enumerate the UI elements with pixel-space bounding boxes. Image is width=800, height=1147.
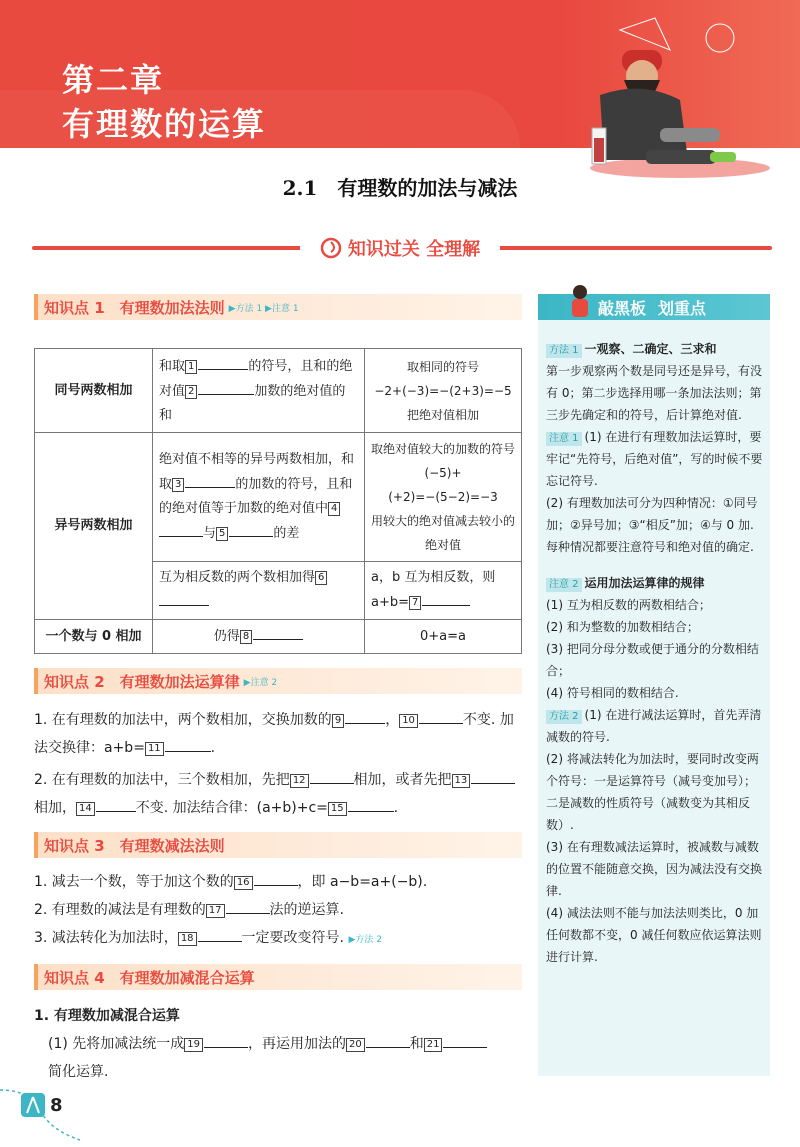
blank-line[interactable]: [226, 898, 270, 914]
page-number: [20, 1092, 63, 1118]
example-note-bottom: 用较大的绝对值减去较小的绝对值: [371, 514, 516, 552]
kp3-item-2: [34, 896, 524, 924]
kp2-title: 知识点 2 有理数加法运算律: [44, 672, 240, 691]
blank-line[interactable]: [229, 521, 273, 537]
kp2-content: [34, 706, 524, 822]
table-row: [35, 349, 522, 433]
knowledge-point-2-header: [34, 668, 522, 694]
note-text: (4) 符号相同的数相结合.: [546, 686, 679, 700]
method-text: (2) 将减法转化为加法时，要同时改变两个符号：一是运算符号（减号变加号）；二是减数的性质符号（减数变为其相反数）.: [546, 752, 759, 832]
note-text: (1) 互为相反数的两数相结合；: [546, 598, 711, 612]
kp3-item-1: [34, 868, 524, 896]
blank-number: 20: [346, 1038, 365, 1052]
example-note-bottom: 把绝对值相加: [406, 407, 479, 422]
note-title: 运用加法运算律的规律: [584, 576, 705, 590]
item-text: 相加，: [34, 800, 76, 816]
knowledge-banner-text: 知识过关 全理解: [347, 239, 481, 260]
item-text: 不变. 加法交换律：a+b=: [34, 712, 514, 756]
chapter-title: 有理数的运算: [62, 105, 267, 143]
rule-text: 加数的绝对值的和: [159, 383, 346, 423]
blank-line[interactable]: [348, 796, 394, 812]
rule-text: 互为相反数的两个数相加得: [159, 570, 316, 585]
sidebar-content: [546, 338, 766, 968]
kp2-item-1: [34, 706, 524, 762]
blank-line[interactable]: [253, 624, 303, 640]
item-text: 法的逆运算.: [269, 902, 344, 918]
kp2-item-2: [34, 766, 524, 822]
kp3-content: [34, 868, 524, 954]
sidebar-title-a: 敲黑板: [598, 298, 647, 318]
example-same-sign: [365, 349, 522, 433]
kp1-title: 知识点 1 有理数加法法则: [44, 298, 225, 317]
rule-same-sign: [153, 349, 365, 433]
blank-line[interactable]: [422, 590, 470, 606]
blank-number: 6: [315, 571, 327, 585]
kp4-heading: 1. 有理数加减混合运算: [34, 1008, 180, 1024]
note-2: [546, 572, 766, 594]
blank-number: 8: [240, 630, 252, 644]
note-tag: 注意 2: [546, 578, 582, 592]
chapter-number: 第二章: [62, 61, 165, 99]
kp1-tags: ▶方法 1 ▶注意 1: [228, 303, 299, 314]
blank-number: 4: [328, 502, 340, 516]
rule-text: 仍得: [213, 629, 240, 644]
blank-number: 13: [452, 774, 471, 788]
rule-opposites: [153, 562, 365, 620]
blank-line[interactable]: [165, 736, 211, 752]
blank-line[interactable]: [345, 708, 385, 724]
example-note-top: 取相同的符号: [406, 359, 479, 374]
blank-line[interactable]: [159, 590, 209, 606]
swirl-icon: [320, 237, 342, 259]
blank-number: 19: [184, 1038, 203, 1052]
item-text: 简化运算.: [48, 1064, 109, 1080]
kp4-content: [34, 1002, 524, 1086]
blank-number: 9: [332, 714, 344, 728]
item-text: 1. 在有理数的加法中，两个数相加，交换加数的: [34, 712, 332, 728]
example-note-top: 取绝对值较大的加数的符号: [371, 442, 516, 456]
example-equation: −2+(−3)=−(2+3)=−5: [374, 383, 512, 398]
blank-line[interactable]: [204, 1032, 248, 1048]
note-text: (1) 在进行有理数加法运算时，要牢记“先符号，后绝对值”，写的时候不要忘记符号.: [546, 430, 763, 488]
separator: ，: [385, 712, 400, 728]
item-text: 1. 减去一个数，等于加这个数的: [34, 874, 234, 890]
kp3-title: 知识点 3 有理数减法法则: [44, 836, 225, 855]
note-text: (2) 和为整数的加数相结合；: [546, 620, 699, 634]
method-title: 一观察、二确定、三求和: [584, 342, 717, 356]
method-body: 第一步观察两个数是同号还是异号，有没有 0；第二步选择用哪一条加法法则；第三步先确定和的符号，后计算绝对值.: [546, 364, 763, 422]
rule-zero: [153, 620, 365, 654]
item-text: 2. 有理数的减法是有理数的: [34, 902, 206, 918]
note-1: [546, 426, 766, 492]
blank-number: 21: [424, 1038, 443, 1052]
blank-number: 15: [328, 802, 347, 816]
row-head-opposite-sign: 异号两数相加: [35, 433, 153, 620]
blank-line[interactable]: [366, 1032, 410, 1048]
knowledge-point-3-header: [34, 832, 522, 858]
note-text: (2) 有理数加法可分为四种情况：①同号加；②异号加；③“相反”加；④与 0 加. 每种情况都要注意符号和绝对值的确定.: [546, 496, 758, 554]
method-tag: ▶方法 2: [348, 935, 382, 945]
blank-line[interactable]: [185, 472, 235, 488]
method-tag: 方法 1: [546, 344, 582, 358]
example-equation: (−5)+(+2)=−(5−2)=−3: [388, 466, 498, 504]
kp4-title: 知识点 4 有理数加减混合运算: [44, 968, 255, 987]
blank-line[interactable]: [96, 796, 136, 812]
item-text: 相加，或者先把: [353, 772, 452, 788]
blank-line[interactable]: [198, 926, 242, 942]
blank-line[interactable]: [198, 379, 254, 395]
blank-number: 3: [172, 478, 184, 492]
blank-number: 12: [290, 774, 309, 788]
blank-line[interactable]: [159, 521, 203, 537]
knowledge-point-1-header: [34, 294, 522, 320]
blank-number: 18: [178, 932, 197, 946]
rule-text: 的符号，且和的绝对值: [159, 358, 353, 399]
separator: .: [393, 800, 399, 816]
blank-number: 7: [409, 596, 421, 610]
blank-number: 14: [76, 802, 95, 816]
row-head-same-sign: 同号两数相加: [35, 349, 153, 433]
rule-text: a，b 互为相反数，则 a+b=: [371, 570, 496, 610]
item-text: 和: [409, 1036, 424, 1052]
rule-text: 和取: [159, 358, 186, 374]
page-number-text: 8: [50, 1094, 63, 1116]
blank-number: 1: [185, 360, 197, 374]
note-tag: 注意 1: [546, 432, 582, 446]
example-opposites: [365, 562, 522, 620]
rule-text: 绝对值不相等的异号两数相加，和取: [159, 452, 355, 492]
chapter-heading: [62, 58, 266, 146]
item-text: 3. 减法转化为加法时，: [34, 930, 178, 946]
table-row: [35, 620, 522, 654]
blank-number: 5: [216, 527, 228, 541]
item-text: ，再运用加法的: [248, 1036, 347, 1052]
addition-rules-table: [34, 348, 522, 654]
kp4-item-1: [34, 1030, 524, 1086]
rule-opposite-sign: [153, 433, 365, 562]
blank-number: 17: [206, 904, 225, 918]
example-opposite-sign: [365, 433, 522, 562]
knowledge-point-4-header: [34, 964, 522, 990]
kp2-tags: ▶注意 2: [243, 677, 278, 688]
item-text: ，即 a−b=a+(−b).: [297, 874, 428, 890]
row-head-zero: 一个数与 0 相加: [35, 620, 153, 654]
item-text: 2. 在有理数的加法中，三个数相加，先把: [34, 772, 290, 788]
method-2: [546, 704, 766, 748]
rule-text: 的加数的符号，且和的绝对值等于加数的绝对值中: [159, 477, 353, 516]
knowledge-badge: [300, 234, 500, 262]
blank-line[interactable]: [443, 1032, 487, 1048]
method-text: (1) 在进行减法运算时，首先弄清减数的符号.: [546, 708, 762, 744]
item-text: (1) 先将加减法统一成: [48, 1036, 185, 1052]
method-tag: 方法 2: [546, 710, 582, 724]
teacher-icon: [560, 280, 600, 320]
blank-number: 2: [185, 385, 197, 399]
rule-text: 与: [203, 526, 217, 541]
item-text: 一定要改变符号.: [241, 930, 344, 946]
blank-line[interactable]: [419, 708, 463, 724]
method-text: (4) 减法法则不能与加法法则类比，0 加任何数都不变，0 减任何数应依运算法则进行计算.: [546, 906, 762, 964]
blank-line[interactable]: [198, 354, 248, 370]
blank-line[interactable]: [471, 768, 515, 784]
blank-number: 16: [234, 876, 253, 890]
bearded-man-illustration: [560, 10, 800, 185]
kp3-item-3: [34, 924, 524, 954]
method-text: (3) 在有理数减法运算时，被减数与减数的位置不能随意交换，因为减法没有交换律.: [546, 840, 763, 898]
method-1: [546, 338, 766, 360]
item-text: 不变. 加法结合律：(a+b)+c=: [135, 800, 328, 816]
blank-line[interactable]: [254, 870, 298, 886]
separator: .: [210, 740, 216, 756]
sidebar-title-b: 划重点: [658, 298, 707, 318]
table-row: [35, 433, 522, 562]
rule-text: 的差: [273, 526, 300, 541]
note-text: (3) 把同分母分数或便于通分的分数相结合；: [546, 642, 759, 678]
blank-line[interactable]: [310, 768, 354, 784]
compass-icon: [20, 1092, 46, 1118]
blank-number: 11: [145, 742, 164, 756]
section-title: 2.1 有理数的加法与减法: [282, 176, 518, 200]
blank-number: 10: [399, 714, 418, 728]
example-zero: 0+a=a: [365, 620, 522, 654]
